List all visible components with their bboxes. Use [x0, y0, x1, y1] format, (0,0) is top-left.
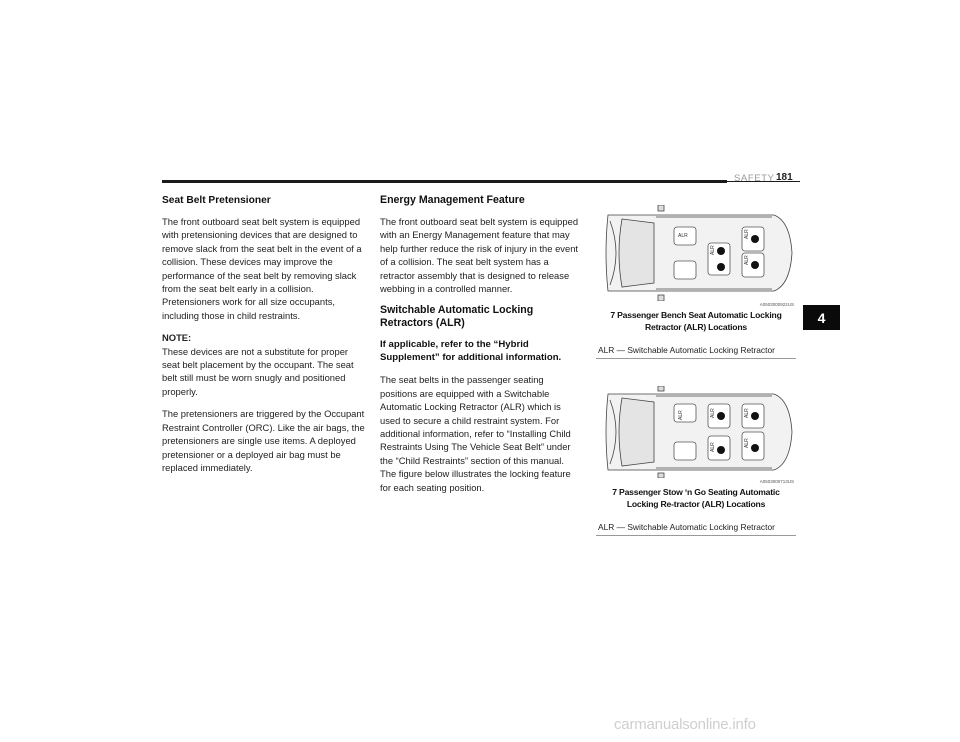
vehicle-diagram [596, 386, 796, 478]
paragraph: The front outboard seat belt system is equipped with pretensioning devices that are designed to remove slack from the seat belt in the event of a collision. These devices may improve the performance of the seat belt by removing slack from the seat belt early in a collision. Pretensioners work for all size occupants, including those in child restraints. [162, 216, 362, 321]
retractor-icon [751, 444, 759, 452]
alr-label: ALR [744, 229, 750, 239]
retractor-icon [751, 261, 759, 269]
watermark: carmanualsonline.info [614, 716, 756, 733]
figure-legend: ALR — Switchable Automatic Locking Retractor [596, 337, 796, 359]
note-label: NOTE: [162, 332, 192, 344]
figure-caption: 7 Passenger Stow ‘n Go Seating Automatic Locking Re-tractor (ALR) Locations [612, 487, 780, 509]
alr-label: ALR [678, 233, 688, 239]
chapter-tab[interactable]: 4 [803, 305, 840, 330]
alr-label: ALR [744, 255, 750, 265]
header-rule [162, 180, 727, 183]
figure-stow-n-go [596, 386, 796, 536]
figure-code: A0503000713US [759, 479, 794, 484]
figure-legend: ALR — Switchable Automatic Locking Retractor [596, 514, 796, 536]
page-number: 181 [776, 172, 793, 183]
retractor-icon [751, 235, 759, 243]
retractor-icon [717, 412, 725, 420]
note-text: These devices are not a substitute for proper seat belt placement by the occupant. The seat belt still must be worn snugly and positioned properly. [162, 345, 354, 397]
figure-code: A0503000922US [759, 302, 794, 307]
hybrid-note: If applicable, refer to the “Hybrid Supplement” for additional information. [380, 339, 562, 364]
figure-caption: 7 Passenger Bench Seat Automatic Locking Retractor (ALR) Locations [610, 310, 782, 332]
heading-seat-belt-pretensioner: Seat Belt Pretensioner [162, 195, 271, 206]
column-middle [380, 194, 580, 503]
figure-bench-seat [596, 205, 796, 359]
vehicle-diagram [596, 205, 796, 301]
column-left [162, 194, 367, 483]
alr-label: ALR [678, 410, 684, 420]
retractor-icon [717, 446, 725, 454]
retractor-icon [717, 247, 725, 255]
heading-alr: Switchable Automatic Locking Retractors (ALR) [380, 304, 534, 330]
heading-energy-management: Energy Management Feature [380, 194, 525, 206]
alr-label: ALR [744, 408, 750, 418]
paragraph: The seat belts in the passenger seating positions are equipped with a Switchable Automatic Locking Retractor (ALR) which is used to secure a child restraint system. For additional information, refer to “Installing Child Restraints Using The Vehicle Seat Belt” under the “Child Restraints” section of this manual. The figure below illustrates the locking feature for each seating position. [380, 374, 571, 493]
retractor-icon [717, 263, 725, 271]
retractor-icon [751, 412, 759, 420]
alr-label: ALR [710, 408, 716, 418]
paragraph: The pretensioners are triggered by the Occupant Restraint Controller (ORC). Like the air bags, the pretensioners are single use items. A deployed pretensioner or a deployed air bag must be replaced immediately. [162, 408, 365, 473]
note [162, 331, 367, 398]
alr-label: ALR [744, 438, 750, 448]
alr-label: ALR [710, 245, 716, 255]
section-title: SAFETY [734, 173, 775, 184]
paragraph: The front outboard seat belt system is equipped with an Energy Management feature that may help further reduce the risk of injury in the event of a collision. The seat belt system has a retractor assembly that is designed to release webbing in a controlled manner. [380, 216, 579, 295]
alr-label: ALR [710, 442, 716, 452]
